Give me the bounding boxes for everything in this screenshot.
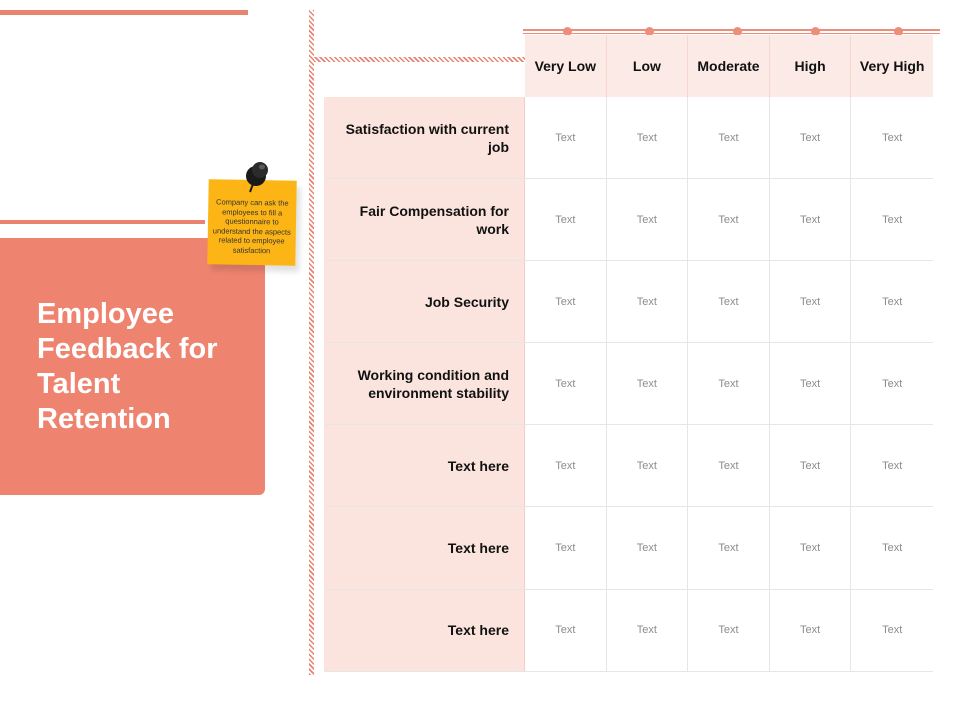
table-cell: Text (770, 261, 852, 342)
table-cell: Text (688, 97, 770, 178)
table-cell: Text (882, 213, 903, 226)
table-cell: Text (607, 590, 689, 671)
table-cell: Text (525, 425, 607, 506)
table-cell: Text (607, 425, 689, 506)
table-cell: Text (525, 97, 607, 178)
table-cell: Text (770, 343, 852, 424)
table-cell: Text (688, 590, 770, 671)
table-row (324, 179, 933, 261)
table-cell: Text (882, 459, 903, 472)
table-cell: Text (607, 97, 689, 178)
row-label: Text here (324, 425, 525, 506)
table-cell: Text (525, 261, 607, 342)
row-label: Satisfaction with current job (324, 97, 525, 178)
table-row (324, 590, 933, 672)
table-row (324, 261, 933, 343)
row-label: Fair Compensation for work (324, 179, 525, 260)
table-cell: Text (770, 97, 852, 178)
column-header: Very High (851, 35, 933, 97)
table-cell: Text (770, 507, 852, 588)
table-cell: Text (882, 377, 903, 390)
table-row (324, 343, 933, 425)
slide-title: Employee Feedback for Talent Retention (37, 297, 218, 435)
row-label: Text here (324, 507, 525, 588)
top-accent-rule (0, 10, 248, 15)
pushpin-icon (244, 160, 274, 194)
header-top-line-thin (523, 33, 940, 34)
row-label: Working condition and environment stability (324, 343, 525, 424)
table-cell: Text (525, 179, 607, 260)
table-cell: Text (607, 343, 689, 424)
column-header: Very Low (525, 35, 607, 97)
table-row (324, 97, 933, 179)
sticky-note-text: Company can ask the employees to fill a questionnaire to understand the aspects related to employee satisfaction (212, 197, 291, 255)
header-top-line (523, 29, 940, 31)
table-cell: Text (688, 425, 770, 506)
table-header-row (525, 35, 933, 97)
table-cell: Text (770, 179, 852, 260)
table-cell: Text (525, 590, 607, 671)
table-cell: Text (688, 179, 770, 260)
table-row (324, 507, 933, 589)
table-cell: Text (688, 343, 770, 424)
table-cell: Text (688, 261, 770, 342)
table-cell: Text (770, 425, 852, 506)
mid-accent-rule (0, 220, 205, 224)
table-cell: Text (882, 295, 903, 308)
feedback-table (324, 97, 933, 672)
table-cell: Text (882, 542, 903, 555)
vertical-hatched-divider (309, 10, 314, 675)
title-panel (0, 238, 265, 495)
column-header: Low (607, 35, 689, 97)
column-header: Moderate (688, 35, 770, 97)
table-cell: Text (607, 261, 689, 342)
table-cell: Text (525, 507, 607, 588)
table-cell: Text (607, 507, 689, 588)
table-cell: Text (688, 507, 770, 588)
table-row (324, 425, 933, 507)
table-cell: Text (882, 131, 903, 144)
column-header: High (770, 35, 852, 97)
table-cell: Text (770, 590, 852, 671)
table-cell: Text (525, 343, 607, 424)
row-label: Job Security (324, 261, 525, 342)
row-label: Text here (324, 590, 525, 671)
table-cell: Text (882, 624, 903, 637)
table-cell: Text (607, 179, 689, 260)
